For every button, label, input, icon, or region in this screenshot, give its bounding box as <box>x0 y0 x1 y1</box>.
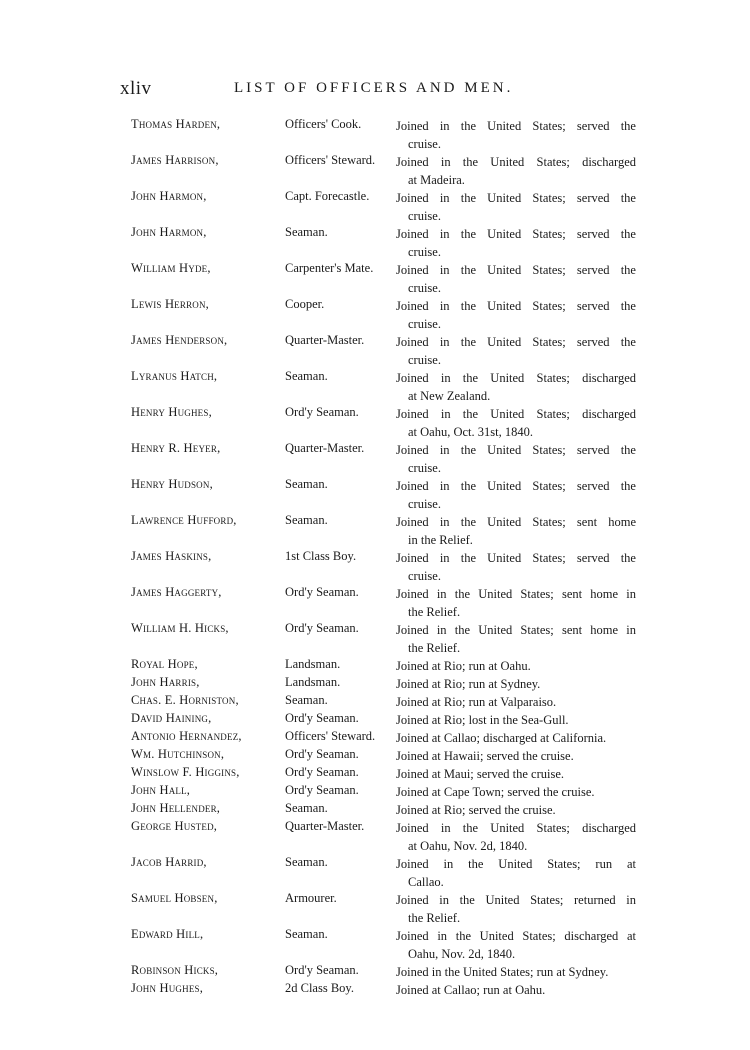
crew-remark <box>396 765 636 783</box>
crew-rank: Capt. Forecastle. <box>285 189 370 203</box>
crew-list <box>0 117 750 999</box>
list-item <box>0 405 750 441</box>
crew-rank: Ord'y Seaman. <box>285 621 359 635</box>
remark-line-continued: cruise. <box>408 245 441 259</box>
crew-rank: Landsman. <box>285 657 341 671</box>
remark-line-continued: cruise. <box>408 281 441 295</box>
crew-remark <box>396 693 636 711</box>
crew-rank: Ord'y Seaman. <box>285 711 359 725</box>
crew-name: Wm. Hutchinson, <box>131 747 225 761</box>
remark-line-continued: in the Relief. <box>408 533 473 547</box>
crew-name: George Husted, <box>131 819 218 833</box>
list-item <box>0 117 750 153</box>
remark-line: Joined in the United States; discharged at <box>396 929 636 943</box>
crew-remark <box>396 477 636 513</box>
crew-remark <box>396 549 636 585</box>
crew-rank: Ord'y Seaman. <box>285 783 359 797</box>
remark-line-continued: Callao. <box>408 875 444 889</box>
crew-name: Edward Hill, <box>131 927 204 941</box>
crew-remark <box>396 963 636 981</box>
list-item <box>0 711 750 729</box>
list-item <box>0 333 750 369</box>
crew-rank: Ord'y Seaman. <box>285 747 359 761</box>
crew-remark <box>396 729 636 747</box>
remark-line: Joined at Maui; served the cruise. <box>396 767 565 781</box>
crew-remark <box>396 819 636 855</box>
crew-name: Lyranus Hatch, <box>131 369 218 383</box>
crew-rank: 1st Class Boy. <box>285 549 357 563</box>
list-item <box>0 513 750 549</box>
crew-remark <box>396 855 636 891</box>
remark-line: Joined in the United States; sent home <box>396 515 636 529</box>
remark-line: Joined in the United States; served the <box>396 299 636 313</box>
list-item <box>0 963 750 981</box>
list-item <box>0 801 750 819</box>
crew-rank: Seaman. <box>285 225 328 239</box>
crew-remark <box>396 927 636 963</box>
crew-rank: Cooper. <box>285 297 325 311</box>
remark-line-continued: cruise. <box>408 353 441 367</box>
crew-name: John Harmon, <box>131 189 207 203</box>
remark-line: Joined in the United States; discharged <box>396 371 636 385</box>
list-item <box>0 441 750 477</box>
crew-remark <box>396 783 636 801</box>
crew-rank: Officers' Steward. <box>285 729 376 743</box>
crew-name: Jacob Harrid, <box>131 855 207 869</box>
crew-rank: Quarter-Master. <box>285 333 365 347</box>
crew-name: Henry Hughes, <box>131 405 212 419</box>
crew-remark <box>396 621 636 657</box>
remark-line-continued: cruise. <box>408 569 441 583</box>
crew-remark <box>396 801 636 819</box>
remark-line-continued: the Relief. <box>408 605 461 619</box>
crew-remark <box>396 153 636 189</box>
crew-name: John Hellender, <box>131 801 221 815</box>
crew-name: John Harris, <box>131 675 200 689</box>
crew-remark <box>396 261 636 297</box>
remark-line-continued: the Relief. <box>408 641 461 655</box>
remark-line-continued: cruise. <box>408 317 441 331</box>
crew-rank: Ord'y Seaman. <box>285 963 359 977</box>
list-item <box>0 297 750 333</box>
remark-line: Joined in the United States; discharged <box>396 155 636 169</box>
remark-line: Joined in the United States; run at Sydney. <box>396 965 609 979</box>
crew-name: James Haskins, <box>131 549 212 563</box>
crew-remark <box>396 117 636 153</box>
remark-line: Joined in the United States; served the <box>396 263 636 277</box>
crew-remark <box>396 333 636 369</box>
crew-remark <box>396 585 636 621</box>
crew-name: Chas. E. Horniston, <box>131 693 239 707</box>
crew-name: James Henderson, <box>131 333 228 347</box>
crew-name: Winslow F. Higgins, <box>131 765 240 779</box>
remark-line-continued: at Madeira. <box>408 173 465 187</box>
list-item <box>0 675 750 693</box>
crew-name: Henry Hudson, <box>131 477 213 491</box>
crew-remark <box>396 189 636 225</box>
list-item <box>0 153 750 189</box>
remark-line-continued: cruise. <box>408 137 441 151</box>
list-item <box>0 729 750 747</box>
remark-line: Joined at Rio; served the cruise. <box>396 803 556 817</box>
crew-name: Thomas Harden, <box>131 117 221 131</box>
list-item <box>0 927 750 963</box>
running-title: LIST OF OFFICERS AND MEN. <box>234 80 514 96</box>
crew-remark <box>396 369 636 405</box>
remark-line-continued: cruise. <box>408 497 441 511</box>
crew-name: John Harmon, <box>131 225 207 239</box>
remark-line: Joined in the United States; served the <box>396 191 636 205</box>
list-item <box>0 747 750 765</box>
remark-line: Joined in the United States; served the <box>396 119 636 133</box>
crew-name: Lawrence Hufford, <box>131 513 237 527</box>
remark-line-continued: cruise. <box>408 461 441 475</box>
crew-name: David Haining, <box>131 711 212 725</box>
remark-line: Joined at Rio; run at Sydney. <box>396 677 541 691</box>
crew-name: Lewis Herron, <box>131 297 210 311</box>
remark-line-continued: at Oahu, Nov. 2d, 1840. <box>408 839 528 853</box>
remark-line-continued: at Oahu, Oct. 31st, 1840. <box>408 425 533 439</box>
crew-remark <box>396 225 636 261</box>
remark-line-continued: at New Zealand. <box>408 389 491 403</box>
list-item <box>0 585 750 621</box>
remark-line: Joined at Callao; discharged at California. <box>396 731 607 745</box>
crew-rank: Landsman. <box>285 675 341 689</box>
remark-line: Joined in the United States; served the <box>396 479 636 493</box>
remark-line: Joined in the United States; discharged <box>396 821 636 835</box>
page-number: xliv <box>120 78 152 99</box>
list-item <box>0 765 750 783</box>
crew-rank: Seaman. <box>285 477 328 491</box>
crew-rank: Ord'y Seaman. <box>285 765 359 779</box>
crew-name: Robinson Hicks, <box>131 963 219 977</box>
remark-line: Joined in the United States; sent home in <box>396 623 636 637</box>
remark-line-continued: Oahu, Nov. 2d, 1840. <box>408 947 516 961</box>
list-item <box>0 189 750 225</box>
remark-line: Joined at Rio; lost in the Sea-Gull. <box>396 713 569 727</box>
crew-rank: Seaman. <box>285 513 328 527</box>
crew-rank: Seaman. <box>285 369 328 383</box>
remark-line: Joined in the United States; run at <box>396 857 636 871</box>
crew-rank: Officers' Cook. <box>285 117 362 131</box>
crew-rank: Seaman. <box>285 855 328 869</box>
remark-line: Joined at Rio; run at Oahu. <box>396 659 531 673</box>
remark-line: Joined in the United States; served the <box>396 443 636 457</box>
crew-remark <box>396 747 636 765</box>
remark-line: Joined in the United States; sent home in <box>396 587 636 601</box>
remark-line-continued: the Relief. <box>408 911 461 925</box>
crew-remark <box>396 891 636 927</box>
list-item <box>0 819 750 855</box>
crew-remark <box>396 297 636 333</box>
remark-line: Joined in the United States; discharged <box>396 407 636 421</box>
crew-rank: Officers' Steward. <box>285 153 376 167</box>
list-item <box>0 657 750 675</box>
list-item <box>0 261 750 297</box>
crew-name: William H. Hicks, <box>131 621 229 635</box>
crew-remark <box>396 981 636 999</box>
list-item <box>0 369 750 405</box>
crew-remark <box>396 675 636 693</box>
crew-rank: 2d Class Boy. <box>285 981 354 995</box>
remark-line: Joined in the United States; returned in <box>396 893 636 907</box>
crew-remark <box>396 513 636 549</box>
list-item <box>0 549 750 585</box>
crew-name: John Hall, <box>131 783 191 797</box>
crew-rank: Quarter-Master. <box>285 819 365 833</box>
crew-remark <box>396 405 636 441</box>
list-item <box>0 621 750 657</box>
remark-line-continued: cruise. <box>408 209 441 223</box>
crew-rank: Quarter-Master. <box>285 441 365 455</box>
crew-rank: Ord'y Seaman. <box>285 585 359 599</box>
list-item <box>0 477 750 513</box>
crew-remark <box>396 711 636 729</box>
list-item <box>0 855 750 891</box>
crew-remark <box>396 441 636 477</box>
crew-rank: Seaman. <box>285 801 328 815</box>
list-item <box>0 981 750 999</box>
crew-rank: Seaman. <box>285 693 328 707</box>
crew-name: William Hyde, <box>131 261 211 275</box>
remark-line: Joined in the United States; served the <box>396 551 636 565</box>
crew-rank: Ord'y Seaman. <box>285 405 359 419</box>
list-item <box>0 225 750 261</box>
crew-name: Antonio Hernandez, <box>131 729 242 743</box>
list-item <box>0 783 750 801</box>
crew-name: James Harrison, <box>131 153 219 167</box>
crew-name: Royal Hope, <box>131 657 198 671</box>
remark-line: Joined at Cape Town; served the cruise. <box>396 785 595 799</box>
crew-rank: Seaman. <box>285 927 328 941</box>
remark-line: Joined in the United States; served the <box>396 227 636 241</box>
crew-name: Henry R. Heyer, <box>131 441 221 455</box>
crew-name: John Hughes, <box>131 981 204 995</box>
list-item <box>0 693 750 711</box>
crew-rank: Carpenter's Mate. <box>285 261 374 275</box>
list-item <box>0 891 750 927</box>
remark-line: Joined at Callao; run at Oahu. <box>396 983 546 997</box>
crew-name: Samuel Hobsen, <box>131 891 218 905</box>
crew-rank: Armourer. <box>285 891 337 905</box>
remark-line: Joined at Hawaii; served the cruise. <box>396 749 574 763</box>
remark-line: Joined in the United States; served the <box>396 335 636 349</box>
crew-name: James Haggerty, <box>131 585 222 599</box>
remark-line: Joined at Rio; run at Valparaiso. <box>396 695 557 709</box>
crew-remark <box>396 657 636 675</box>
